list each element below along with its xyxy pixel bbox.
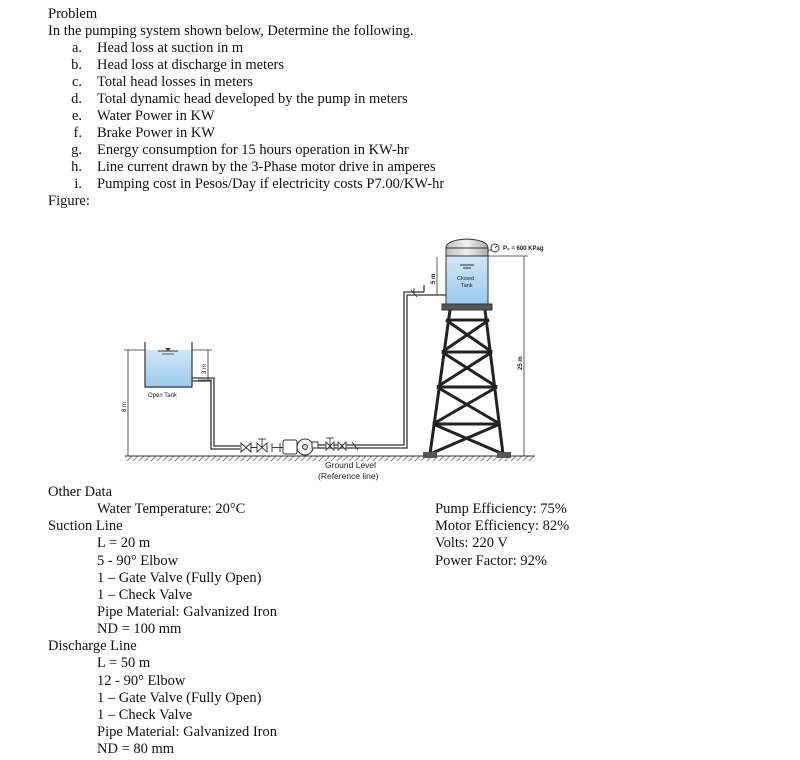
suction-line-item: ND = 100 mm bbox=[97, 621, 182, 637]
suction-line-item: 1 – Check Valve bbox=[97, 587, 193, 603]
pump-icon bbox=[283, 439, 318, 455]
question-item: Brake Power in KW bbox=[97, 125, 215, 141]
question-letter: h. bbox=[71, 159, 82, 175]
gate-valve-icon bbox=[241, 443, 251, 452]
problem-heading: Problem bbox=[48, 6, 98, 22]
reference-line-label: (Reference line) bbox=[318, 471, 379, 481]
question-item: Energy consumption for 15 hours operation in KW-hr bbox=[97, 142, 409, 158]
open-tank-label: Open Tank bbox=[148, 393, 177, 399]
suction-line-item: Pipe Material: Galvanized Iron bbox=[97, 604, 277, 620]
water-temperature: Water Temperature: 20°C bbox=[97, 501, 246, 517]
suction-line-item: 1 – Gate Valve (Fully Open) bbox=[97, 570, 262, 586]
discharge-pipe bbox=[318, 292, 424, 448]
question-letter: b. bbox=[71, 57, 82, 73]
suction-line-item: 5 - 90° Elbow bbox=[97, 553, 179, 569]
closed-tank-label-2: Tank bbox=[461, 283, 473, 289]
water-tower bbox=[430, 310, 503, 454]
question-item: Line current drawn by the 3-Phase motor drive in amperes bbox=[97, 159, 436, 175]
riser-pipe bbox=[424, 285, 446, 295]
open-tank bbox=[145, 342, 192, 387]
pressure-label: P₂ = 600 KPag bbox=[503, 246, 544, 252]
closed-tank-label-1: Closed bbox=[457, 276, 475, 282]
question-letter: d. bbox=[71, 91, 82, 107]
closed-tank bbox=[442, 239, 492, 310]
discharge-heading: Discharge Line bbox=[48, 638, 137, 654]
suction-line-item: L = 20 m bbox=[97, 535, 151, 551]
question-letter: e. bbox=[71, 108, 82, 124]
question-letter: g. bbox=[71, 142, 82, 158]
pump-efficiency: Pump Efficiency: 75% bbox=[435, 501, 567, 517]
motor-efficiency: Motor Efficiency: 82% bbox=[435, 518, 570, 534]
discharge-line-item: ND = 80 mm bbox=[97, 741, 175, 757]
volts: Volts: 220 V bbox=[435, 535, 508, 551]
discharge-line-item: Pipe Material: Galvanized Iron bbox=[97, 724, 277, 740]
discharge-line-item: 12 - 90° Elbow bbox=[97, 673, 186, 689]
dim-3m-label: 3 m bbox=[202, 363, 208, 374]
dim-8m-label: 8 m bbox=[122, 401, 128, 412]
problem-intro: In the pumping system shown below, Determine the following. bbox=[48, 23, 414, 39]
pumping-system-diagram bbox=[0, 210, 800, 500]
question-item: Head loss at discharge in meters bbox=[97, 57, 284, 73]
dim-5m-label: 5 m bbox=[431, 273, 437, 284]
discharge-line-item: L = 50 m bbox=[97, 655, 151, 671]
pressure-gauge-icon bbox=[488, 244, 499, 252]
discharge-line-item: 1 – Gate Valve (Fully Open) bbox=[97, 690, 262, 706]
ground-level-label: Ground Level bbox=[325, 460, 377, 470]
figure-label: Figure: bbox=[48, 193, 90, 209]
question-item: Total head losses in meters bbox=[97, 74, 254, 90]
question-letter: a. bbox=[71, 40, 82, 56]
discharge-line-item: 1 – Check Valve bbox=[97, 707, 193, 723]
dim-25m-label: 25 m bbox=[518, 356, 524, 370]
question-item: Water Power in KW bbox=[97, 108, 215, 124]
question-letter: i. bbox=[74, 176, 82, 192]
question-letter: c. bbox=[71, 74, 82, 90]
suction-heading: Suction Line bbox=[48, 518, 123, 534]
question-letter: f. bbox=[73, 125, 82, 141]
check-valve-icon bbox=[257, 439, 280, 452]
power-factor: Power Factor: 92% bbox=[435, 553, 547, 569]
other-data-heading: Other Data bbox=[48, 484, 113, 500]
question-item: Head loss at suction in m bbox=[97, 40, 244, 56]
question-item: Total dynamic head developed by the pump in meters bbox=[97, 91, 408, 107]
question-item: Pumping cost in Pesos/Day if electricity costs P7.00/KW-hr bbox=[97, 176, 445, 192]
suction-pipe bbox=[192, 378, 240, 449]
